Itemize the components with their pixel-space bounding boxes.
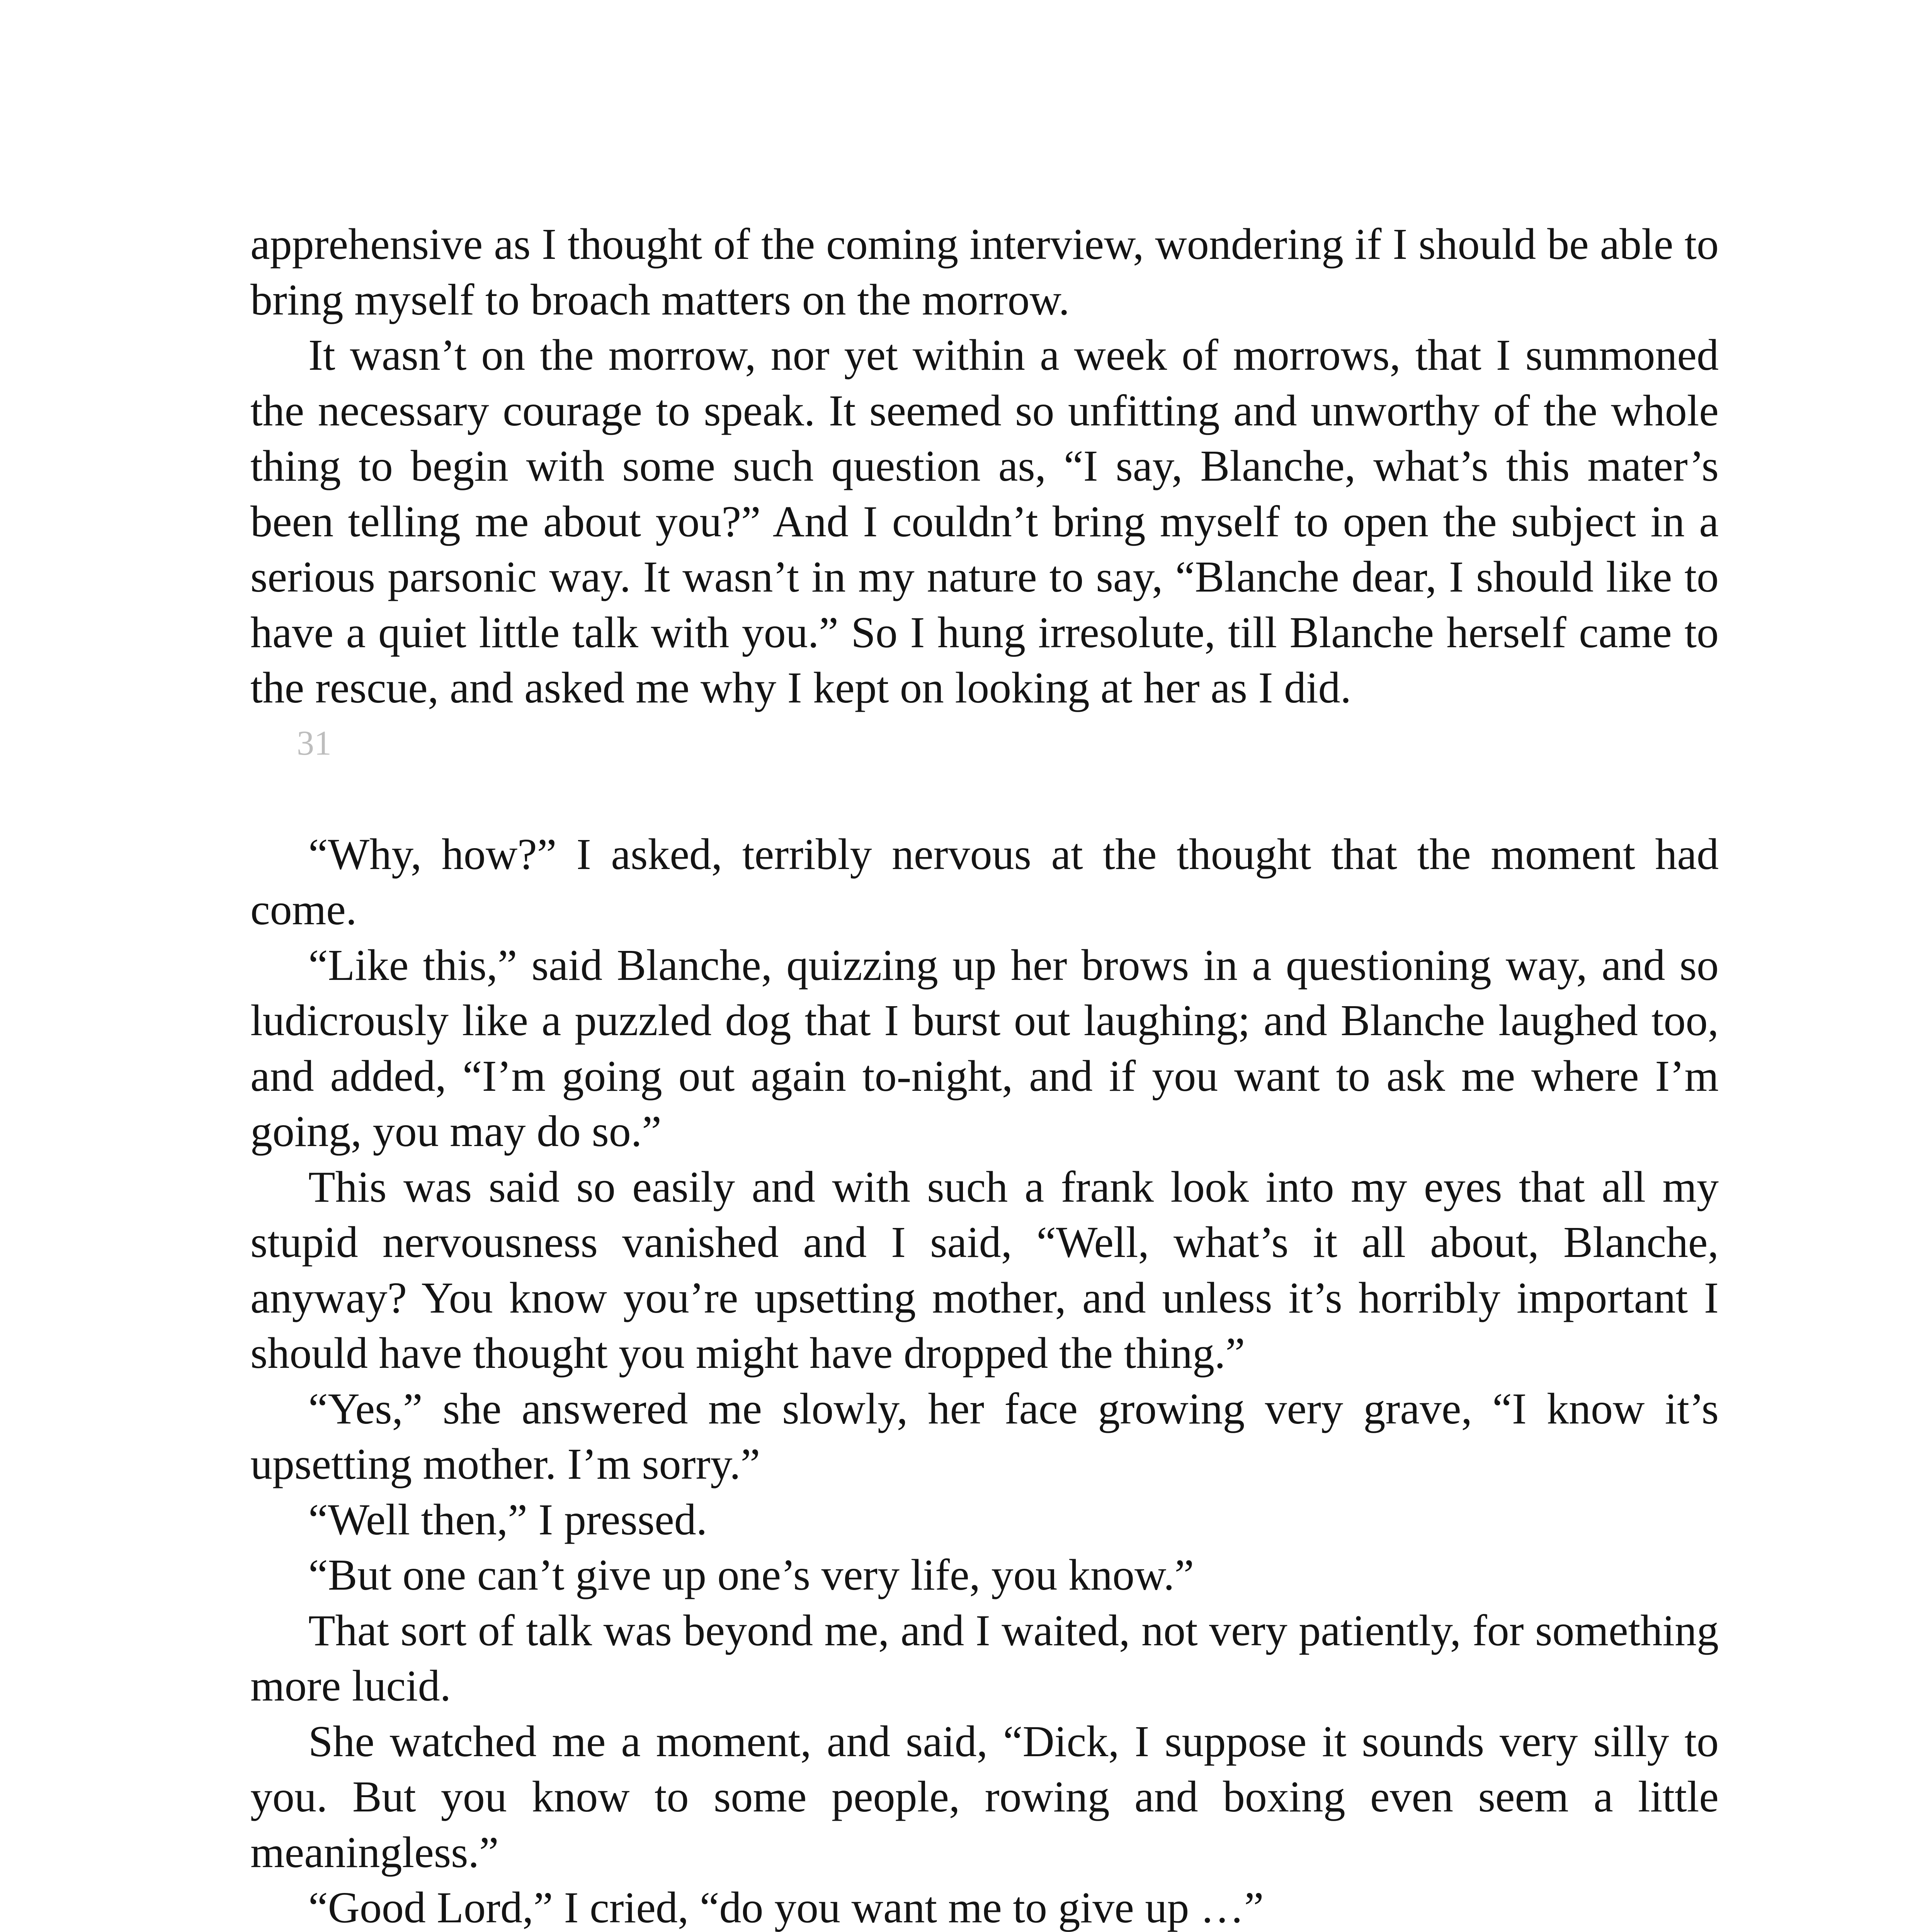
paragraph: “Why, how?” I asked, terribly nervous at the thought that the moment had come. xyxy=(250,829,1719,934)
text-column xyxy=(250,216,1719,1932)
page-number: 31 xyxy=(297,724,332,762)
paragraph: She watched me a moment, and said, “Dick, I suppose it sounds very silly to you. But you know to some people, rowing and boxing even seem a little meaningless.” xyxy=(250,1716,1719,1877)
paragraph: “Well then,” I pressed. xyxy=(308,1495,707,1544)
paragraph: This was said so easily and with such a frank look into my eyes that all my stupid nervousness vanished and I said, “Well, what’s it all about, Blanche, anyway? You know you’re upsetting mother, and unless it’s horribly important I should have thought you might have dropped the thing.” xyxy=(250,1162,1719,1378)
paragraph: “Like this,” said Blanche, quizzing up her brows in a questioning way, and so ludicrously like a puzzled dog that I burst out laughing; and Blanche laughed too, and added, “I’m going out again to-night, and if you want to ask me where I’m going, you may do so.” xyxy=(250,940,1719,1156)
paragraph: That sort of talk was beyond me, and I waited, not very patiently, for something more lucid. xyxy=(250,1605,1719,1710)
paragraph: “But one can’t give up one’s very life, you know.” xyxy=(308,1550,1194,1599)
paragraph: “Good Lord,” I cried, “do you want me to give up …” xyxy=(308,1883,1264,1932)
paragraph: It wasn’t on the morrow, nor yet within a week of morrows, that I summoned the necessary courage to speak. It seemed so unfitting and unworthy of the whole thing to begin with some such question as, “I say, Blanche, what’s this mater’s been telling me about you?” And I couldn’t bring myself to open the subject in a serious parsonic way. It wasn’t in my nature to say, “Blanche dear, I should like to have a quiet little talk with you.” So I hung irresolute, till Blanche herself came to the rescue, and asked me why I kept on looking at her as I did. xyxy=(250,330,1719,712)
paragraph: apprehensive as I thought of the coming interview, wondering if I should be able to bring myself to broach matters on the morrow. xyxy=(250,219,1719,324)
paragraph: “Yes,” she answered me slowly, her face growing very grave, “I know it’s upsetting mother. I’m sorry.” xyxy=(250,1384,1719,1488)
